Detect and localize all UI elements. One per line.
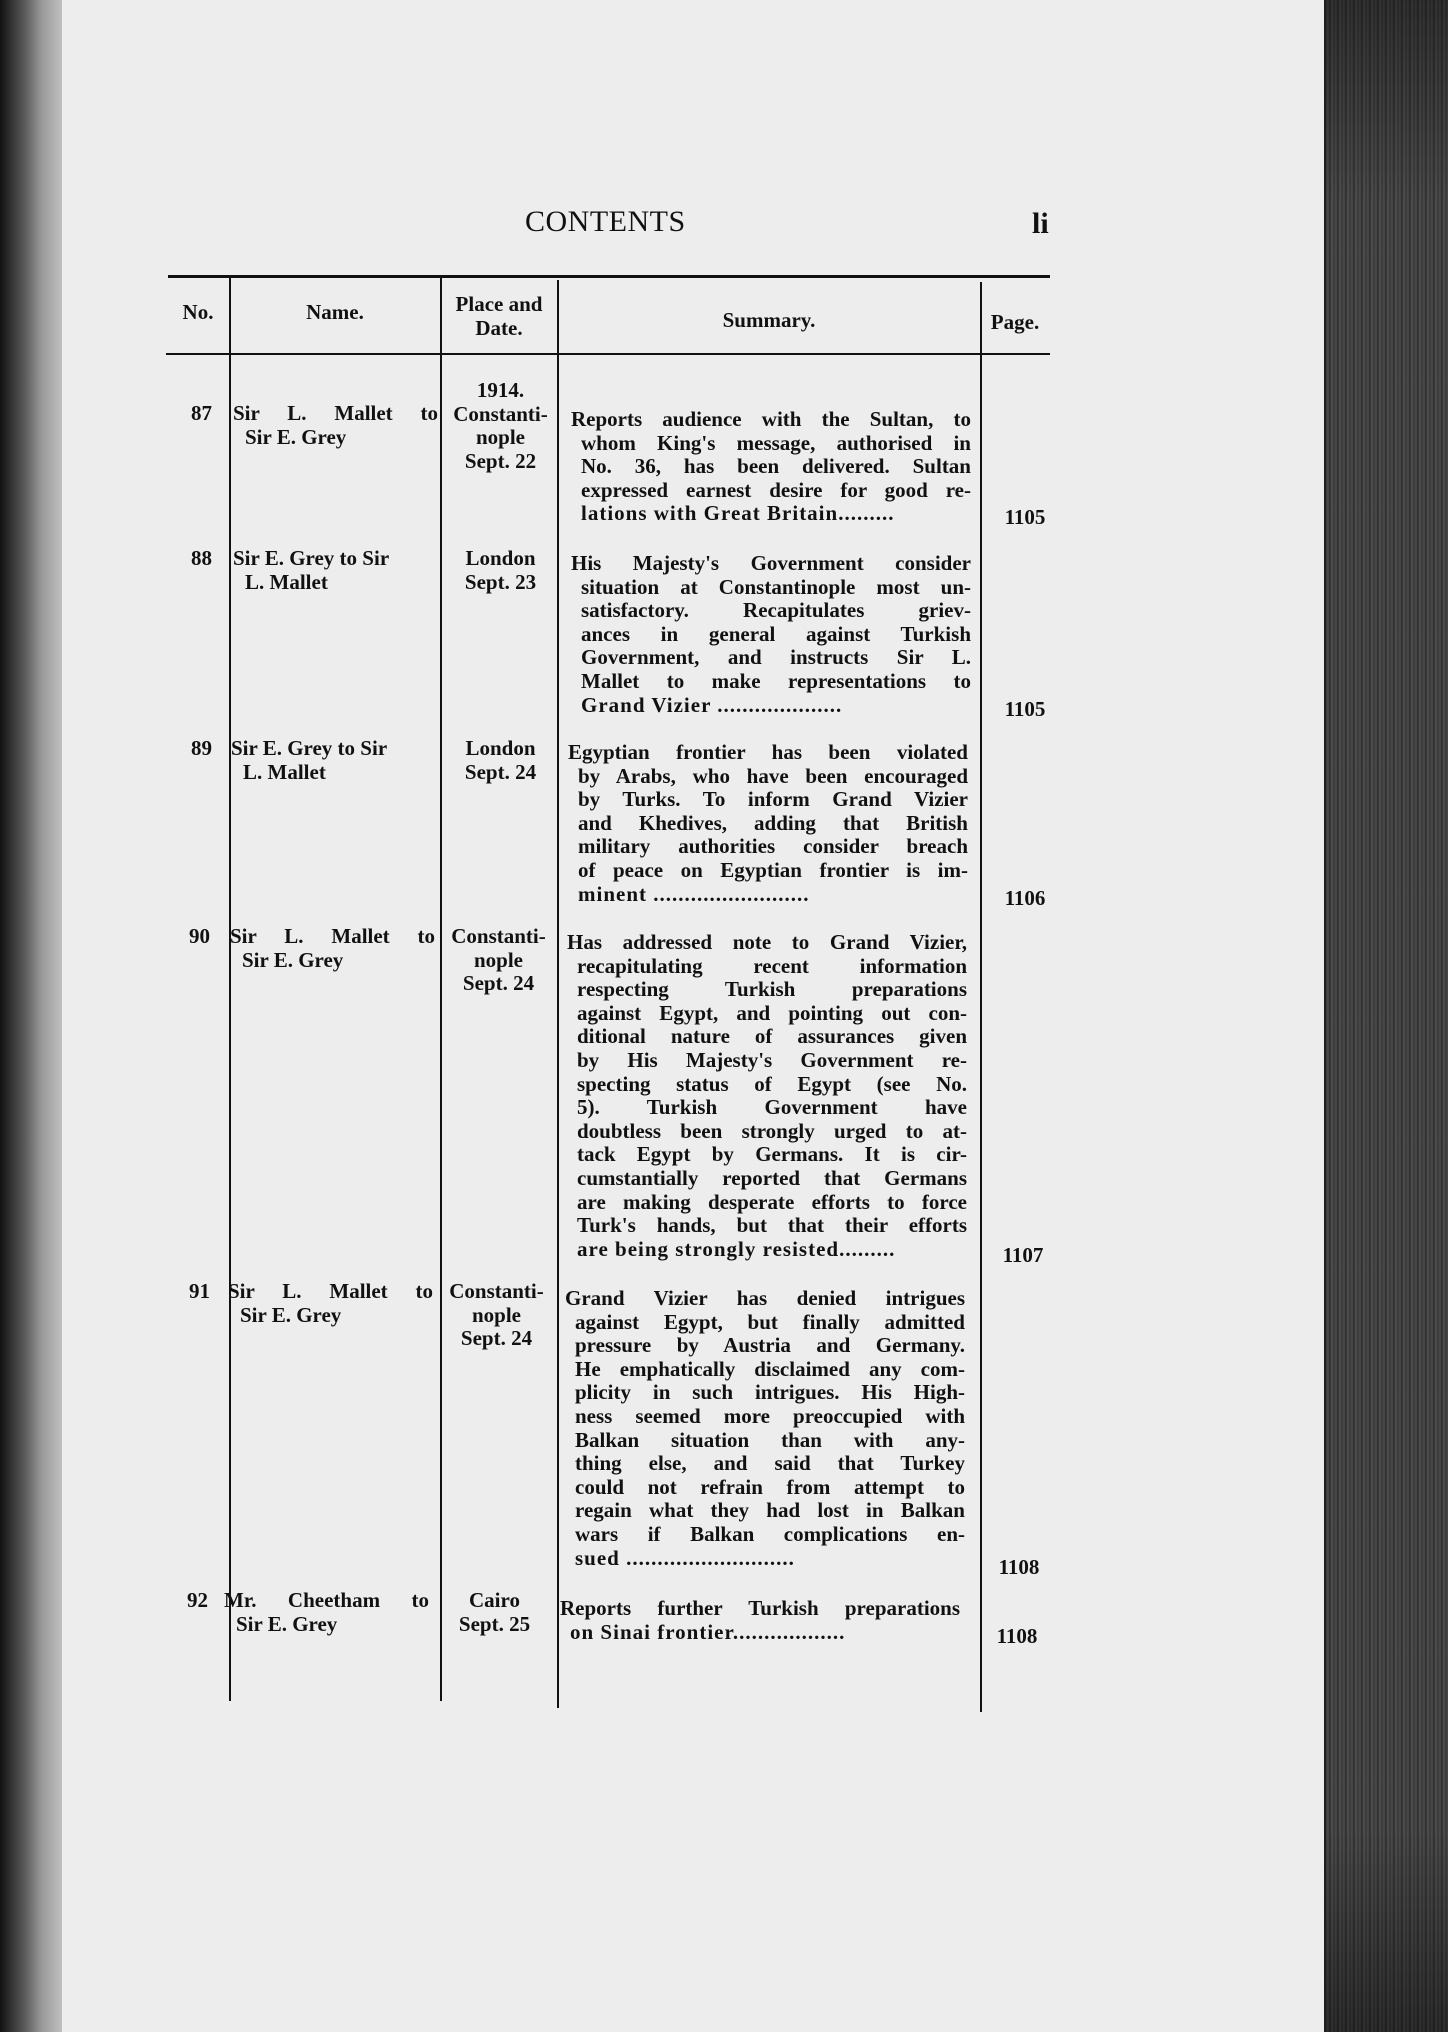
entry-place-date: London Sept. 24 (464, 736, 537, 784)
column-header-page: Page. (990, 310, 1040, 334)
column-rule-3 (557, 280, 559, 1708)
entry-summary: Reports further Turkish preparations on Sinai frontier.................. (560, 1597, 960, 1644)
entry-name: Mr. Cheetham to Sir E. Grey (224, 1588, 429, 1636)
entry-name: Sir L. Mallet to Sir E. Grey (230, 924, 435, 972)
book-edge (1324, 0, 1448, 2032)
gutter-shadow (0, 0, 70, 2032)
column-header-no: No. (182, 300, 214, 324)
entry-place-date: London Sept. 23 (464, 546, 537, 594)
page-title: CONTENTS (525, 205, 686, 238)
column-header-place-date: Place and Date. (455, 292, 543, 340)
entry-summary: Egyptian frontier has been violated by Arabs, who have been encouraged by Turks. To inform Grand Vizier and Khedives, adding that British military authorities consider breach of peace on Egyptian frontier is im- minent ......................... (568, 741, 968, 906)
entry-number: 92 (187, 1588, 208, 1612)
entry-name: Sir L. Mallet to Sir E. Grey (228, 1279, 433, 1327)
entry-place-date: 1914. Constanti- nople Sept. 22 (453, 378, 548, 473)
entry-page: 1108 (996, 1624, 1038, 1648)
entry-name: Sir E. Grey to Sir L. Mallet (233, 546, 390, 594)
entry-number: 89 (191, 736, 212, 760)
column-rule-4 (980, 282, 982, 1712)
entry-page: 1105 (1004, 505, 1046, 529)
header-rule (166, 353, 1050, 355)
entry-place-date: Constanti- nople Sept. 24 (449, 1279, 544, 1351)
entry-page: 1108 (998, 1555, 1040, 1579)
entry-name: Sir L. Mallet to Sir E. Grey (233, 401, 438, 449)
entry-summary: Has addressed note to Grand Vizier, recapitulating recent information respecting Turkish preparations against Egypt, and pointing out con- ditional nature of assurances given by His Majesty's Government re- specting status of Egypt (see No. 5). Turkish Government have doubtless been strongly urged to at- tack Egypt by Germans. It is cir- cumstantially reported that Germans are making desperate efforts to force Turk's hands, but that their efforts are being strongly resisted......... (567, 931, 967, 1261)
entry-number: 91 (189, 1279, 210, 1303)
entry-summary: Grand Vizier has denied intrigues against Egypt, but finally admitted pressure by Austria and Germany. He emphatically disclaimed any com- plicity in such intrigues. His High- ness seemed more preoccupied with Balkan situation than with any- thing else, and said that Turkey could not refrain from attempt to regain what they had lost in Balkan wars if Balkan complications en- sued ........................... (565, 1287, 965, 1570)
top-rule (168, 275, 1050, 278)
entry-number: 90 (189, 924, 210, 948)
entry-summary: Reports audience with the Sultan, to whom King's message, authorised in No. 36, has been delivered. Sultan expressed earnest desire for good re- lations with Great Britain......... (571, 408, 971, 526)
entry-summary: His Majesty's Government consider situation at Constantinople most un- satisfactory. Recapitulates griev- ances in general against Turkish Government, and instructs Sir L. Mallet to make representations to Grand Vizier .................... (571, 552, 971, 717)
column-header-name: Name. (306, 300, 364, 324)
column-rule-1 (229, 276, 231, 1701)
entry-page: 1105 (1004, 697, 1046, 721)
entry-page: 1106 (1004, 886, 1046, 910)
page-number: li (1032, 207, 1049, 240)
entry-place-date: Constanti- nople Sept. 24 (451, 924, 546, 996)
entry-name: Sir E. Grey to Sir L. Mallet (231, 736, 388, 784)
column-header-summary: Summary. (722, 308, 816, 332)
entry-place-date: Cairo Sept. 25 (458, 1588, 531, 1636)
entry-page: 1107 (1002, 1243, 1044, 1267)
entry-number: 88 (191, 546, 212, 570)
entry-number: 87 (191, 401, 212, 425)
